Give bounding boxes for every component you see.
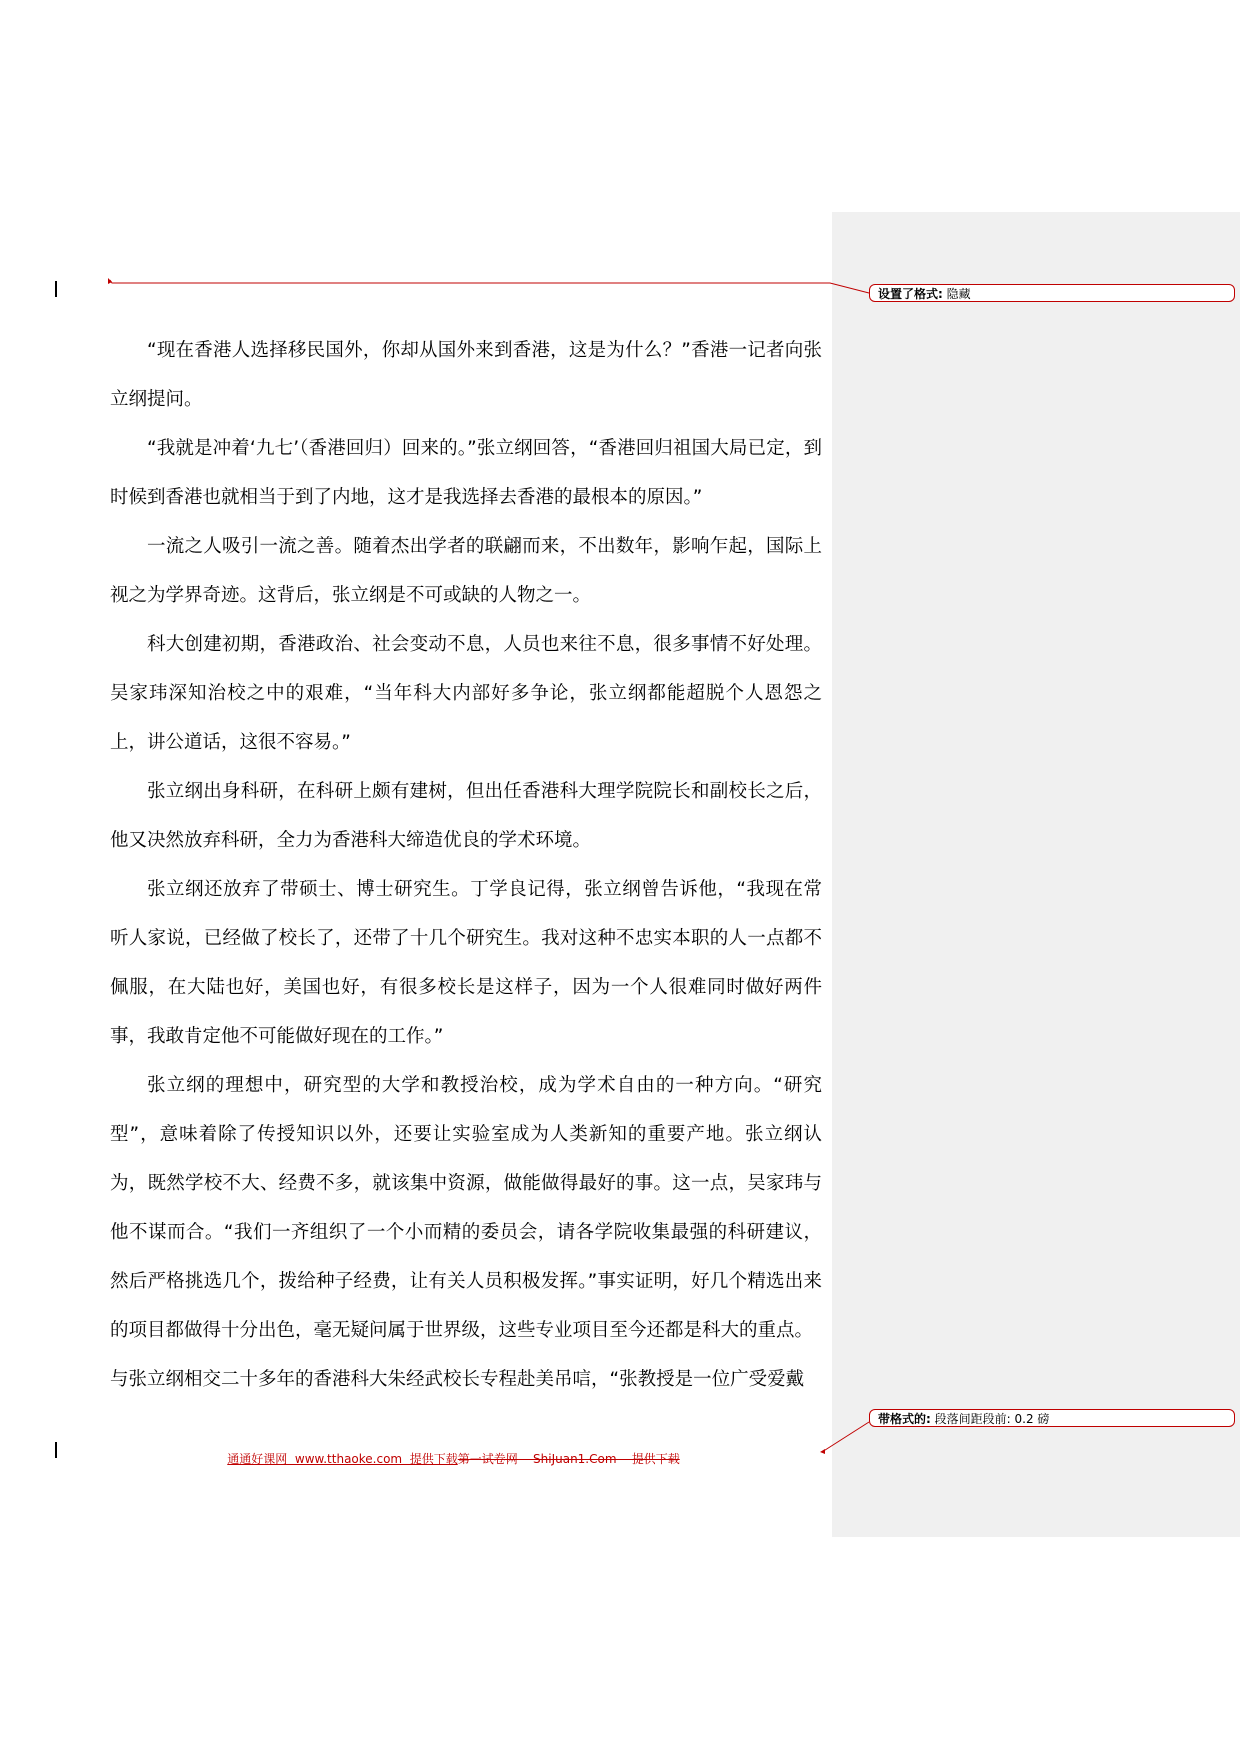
format-comment-balloon[interactable] [869, 284, 1235, 302]
paragraph: 与张立纲相交二十多年的香港科大朱经武校长专程赴美吊唁，“张教授是一位广受爱戴 [110, 1369, 805, 1390]
paragraph: 一流之人吸引一流之善。随着杰出学者的联翩而来，不出数年，影响乍起，国际上视之为学界奇迹。这背后，张立纲是不可或缺的人物之一。 [110, 536, 822, 606]
footer-inserted-text: 通通好课网 www.tthaoke.com 提供下载 [227, 1452, 458, 1466]
paragraph: 张立纲还放弃了带硕士、博士研究生。丁学良记得，张立纲曾告诉他，“我现在常听人家说，已经做了校长了，还带了十几个研究生。我对这种不忠实本职的人一点都不佩服，在大陆也好，美国也好，有很多校长是这样子，因为一个人很难同时做好两件事，我敢肯定他不可能做好现在的工作。” [110, 879, 822, 1047]
comment-label: 设置了格式: [878, 287, 943, 301]
paragraph: “我就是冲着‘九七’（香港回归）回来的。”张立纲回答，“香港回归祖国大局已定，到时候到香港也就相当于到了内地，这才是我选择去香港的最根本的原因。” [110, 438, 822, 508]
comment-label: 带格式的: [878, 1412, 931, 1426]
paragraph: 张立纲的理想中，研究型的大学和教授治校，成为学术自由的一种方向。“研究型”，意味着除了传授知识以外，还要让实验室成为人类新知的重要产地。张立纲认为，既然学校不大、经费不多，就该集中资源，做能做得最好的事。这一点，吴家玮与他不谋而合。“我们一齐组织了一个小而精的委员会，请各学院收集最强的科研建议，然后严格挑选几个，拨给种子经费，让有关人员积极发挥。”事实证明，好几个精选出来的项目都做得十分出色，毫无疑问属于世界级，这些专业项目至今还都是科大的重点。 [110, 1075, 822, 1341]
paragraph: 张立纲出身科研，在科研上颇有建树，但出任香港科大理学院院长和副校长之后，他又决然放弃科研，全力为香港科大缔造优良的学术环境。 [110, 781, 822, 851]
page-footer [212, 1436, 680, 1481]
comment-value: 段落间距段前: 0.2 磅 [934, 1412, 1050, 1426]
paragraph: “现在香港人选择移民国外，你却从国外来到香港，这是为什么？”香港一记者向张立纲提问。 [110, 340, 822, 410]
comment-value: 隐藏 [946, 287, 971, 301]
document-body [110, 326, 822, 1404]
paragraph: 科大创建初期，香港政治、社会变动不息，人员也来往不息，很多事情不好处理。吴家玮深知治校之中的艰难，“当年科大内部好多争论，张立纲都能超脱个人恩怨之上，讲公道话，这很不容易。” [110, 634, 822, 753]
change-bar [55, 281, 57, 297]
format-comment-balloon[interactable] [869, 1409, 1235, 1427]
footer-deleted-text: 第一试卷网 ShiJuan1.Com 提供下载 [457, 1452, 680, 1466]
change-bar [55, 1442, 57, 1458]
